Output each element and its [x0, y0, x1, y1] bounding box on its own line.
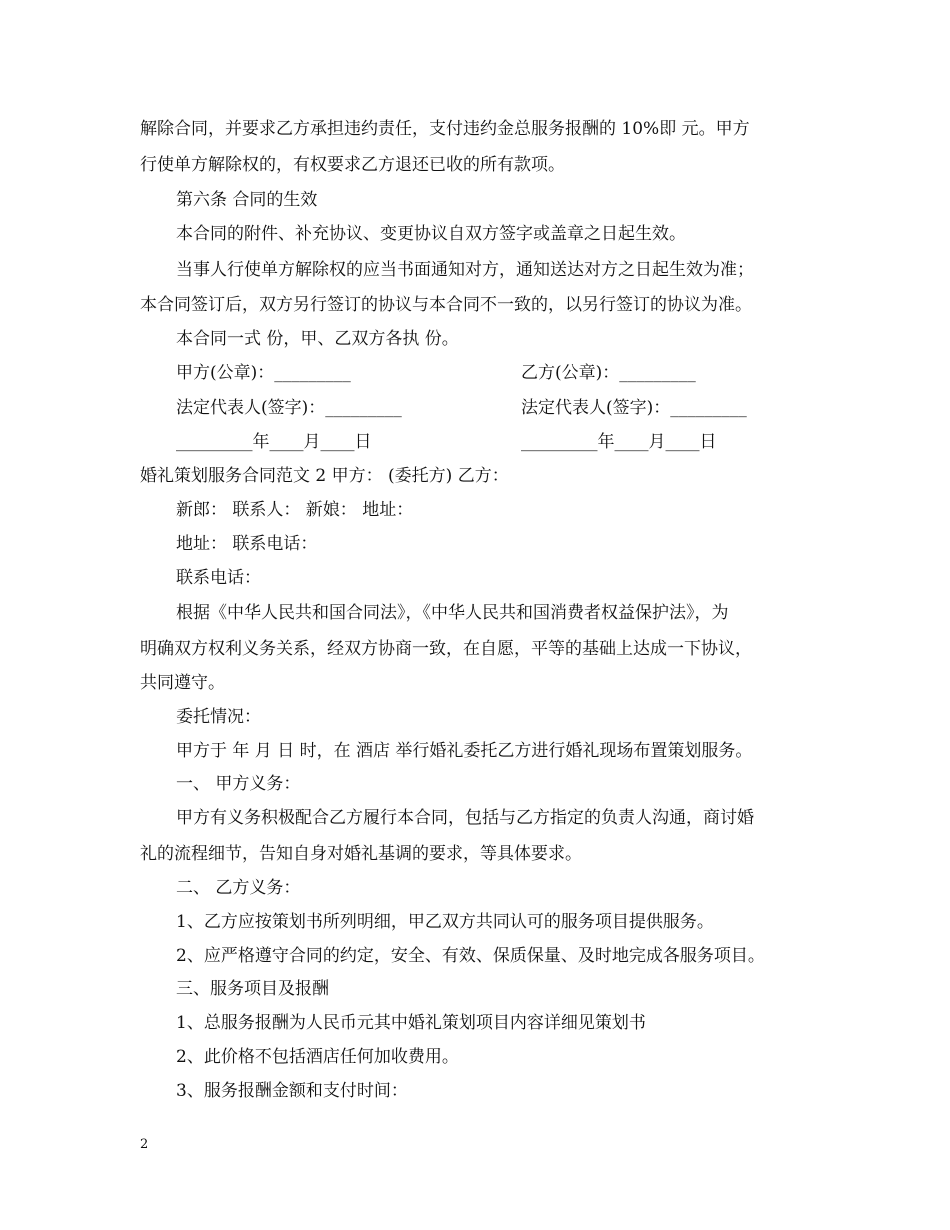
text-line: 甲方有义务积极配合乙方履行本合同，包括与乙方指定的负责人沟通，商讨婚	[176, 808, 754, 828]
section-heading: 委托情况：	[176, 707, 261, 727]
section-heading: 三、服务项目及报酬	[176, 979, 329, 999]
text-line: 甲方于 年 月 日 时，在 酒店 举行婚礼委托乙方进行婚礼现场布置策划服务。	[176, 741, 753, 761]
party-a-seal-field: 甲方(公章)：_________	[176, 363, 351, 383]
party-b-representative-field: 法定代表人(签字)：_________	[521, 398, 747, 418]
text-line: 解除合同，并要求乙方承担违约责任，支付违约金总服务报酬的 10%即 元。甲方	[140, 119, 750, 139]
party-b-date-field: _________年____月____日	[521, 432, 717, 452]
article-heading: 第六条 合同的生效	[176, 190, 318, 210]
text-line: 联系电话：	[176, 568, 261, 588]
section-heading: 二、 乙方义务：	[176, 878, 301, 898]
section-heading: 一、 甲方义务：	[176, 774, 301, 794]
text-line: 明确双方权利义务关系，经双方协商一致，在自愿，平等的基础上达成一下协议，	[140, 639, 752, 659]
list-item: 1、总服务报酬为人民币元其中婚礼策划项目内容详细见策划书	[176, 1013, 646, 1033]
party-a-representative-field: 法定代表人(签字)：_________	[176, 398, 402, 418]
text-line: 本合同一式 份，甲、乙双方各执 份。	[176, 329, 459, 349]
list-item: 2、此价格不包括酒店任何加收费用。	[176, 1047, 459, 1067]
party-b-seal-field: 乙方(公章)：_________	[521, 363, 696, 383]
text-line: 当事人行使单方解除权的应当书面通知对方，通知送达对方之日起生效为准；	[176, 260, 754, 280]
text-line: 地址： 联系电话：	[176, 534, 318, 554]
text-line: 本合同的附件、补充协议、变更协议自双方签字或盖章之日起生效。	[176, 224, 686, 244]
text-line: 新郎： 联系人： 新娘： 地址：	[176, 500, 414, 520]
text-line: 本合同签订后，双方另行签订的协议与本合同不一致的，以另行签订的协议为准。	[140, 295, 752, 315]
list-item: 1、乙方应按策划书所列明细，甲乙双方共同认可的服务项目提供服务。	[176, 912, 714, 932]
text-line: 行使单方解除权的，有权要求乙方退还已收的所有款项。	[140, 155, 565, 175]
text-line: 共同遵守。	[140, 673, 225, 693]
document-title: 婚礼策划服务合同范文 2 甲方： (委托方) 乙方：	[140, 466, 509, 486]
list-item: 3、服务报酬金额和支付时间：	[176, 1081, 408, 1101]
page-number: 2	[140, 1137, 149, 1152]
text-line: 根据《中华人民共和国合同法》，《中华人民共和国消费者权益保护法》，为	[176, 603, 729, 623]
party-a-date-field: _________年____月____日	[176, 432, 372, 452]
text-line: 礼的流程细节，告知自身对婚礼基调的要求，等具体要求。	[140, 844, 582, 864]
list-item: 2、应严格遵守合同的约定，安全、有效、保质保量、及时地完成各服务项目。	[176, 946, 765, 966]
